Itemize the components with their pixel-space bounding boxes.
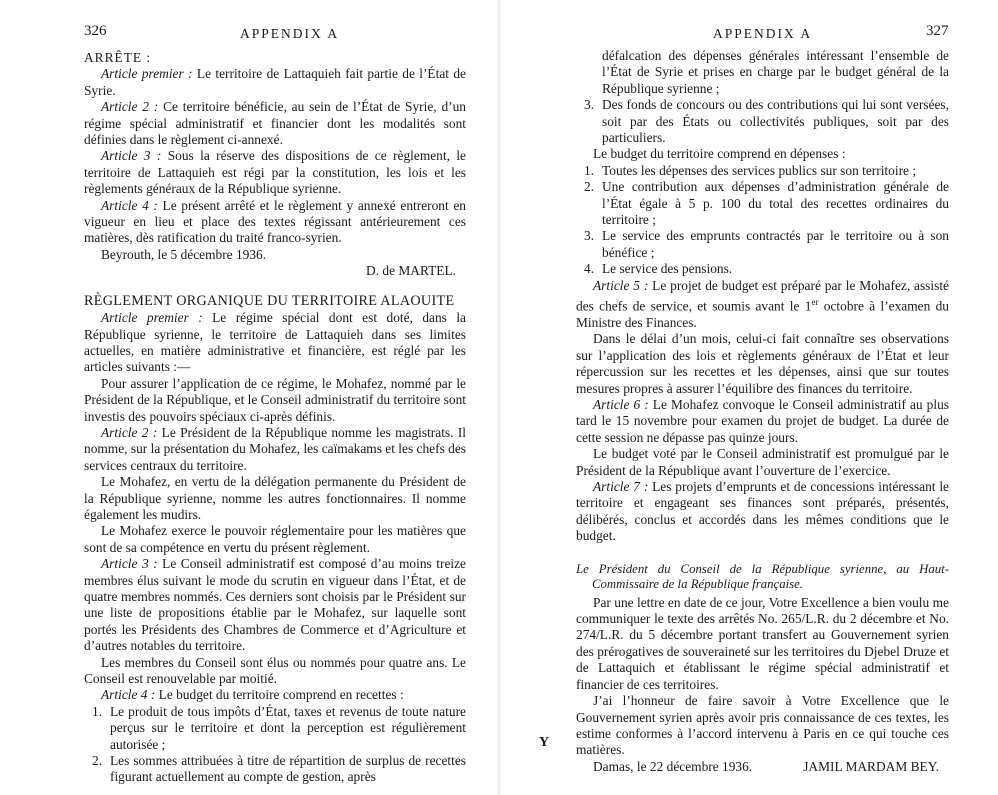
list-number: 1.: [584, 162, 595, 178]
article-text: Les projets d’emprunts et de concessions intéressant le territoire et engageant ses finances sont préparés, présentés, délibérés, conclus et accordés dans les mêmes conditions que le budget.: [576, 479, 949, 544]
list-item: [584, 97, 949, 146]
article-2: [84, 99, 466, 148]
article-label: Article 4 :: [101, 687, 156, 703]
letter-paragraph: J’ai l’honneur de faire savoir à Votre Excellence que le Gouvernement syrien après avoir pris connaissance de ces textes, les estime conformes à l’accord intervenu à Paris en ce qui touche ces matières.: [576, 693, 949, 758]
paragraph: Dans le délai d’un mois, celui-ci fait connaître ses observations sur l’application des lois et règlements généraux de l’État et leur répercussion sur les recettes et les dépenses, ainsi que sur toutes mesures propres à assurer l’équilibre des finances du territoire.: [576, 331, 949, 396]
article-6: [576, 397, 949, 446]
reglement-article-3: [84, 556, 466, 654]
article-5: [576, 278, 949, 332]
article-text: Le régime spécial dont est doté, dans la République syrienne, le territoire de Lattaquieh dans ses limites actuelles, en matière administrative et financière, est réglé par les articles suivants :—: [84, 310, 466, 375]
list-item: [92, 703, 466, 753]
article-label: Article 4 :: [101, 197, 158, 213]
reglement-article-4: [84, 687, 466, 703]
list-number: 4.: [584, 261, 595, 277]
list-item: [584, 162, 949, 179]
list-text: Une contribution aux dépenses d’administration générale de l’État égale à 5 p. 100 du total des recettes ordinaires du territoire ;: [602, 179, 949, 228]
reglement-article-1: [84, 310, 466, 376]
article-text: Le Président de la République nomme les magistrats. Il nomme, sur la présentation du Mohafez, les caïmakams et les chefs des services centraux du territoire.: [84, 424, 467, 473]
article-label: Article 6 :: [593, 397, 649, 412]
running-header-right: APPENDIX A: [713, 26, 813, 41]
letter-signature: JAMIL MARDAM BEY.: [803, 759, 939, 775]
recettes-list: [84, 704, 466, 786]
signature: D. de MARTEL.: [366, 263, 456, 279]
paragraph: Le Mohafez exerce le pouvoir réglementaire pour les matières que sont de sa compétence en vertu du présent règlement.: [84, 523, 466, 555]
article-label: Article 5 :: [593, 277, 649, 293]
depenses-list: [576, 163, 949, 278]
paragraph: Pour assurer l’application de ce régime, le Mohafez, nommé par le Président de la République, et le Conseil administratif du territoire sont investis des pouvoirs spéciaux ci-après définis.: [84, 375, 466, 424]
paragraph: Le Mohafez, en vertu de la délégation permanente du Président de la République syrienne, nomme les autres fonctionnaires. Il nomme également les mudirs.: [84, 474, 466, 522]
list-text: Les sommes attribuées à titre de répartition de surplus de recettes figurant actuellement au compte de gestion, après: [110, 753, 466, 785]
article-label: Article 2 :: [101, 99, 159, 115]
page-number-right: 327: [926, 23, 949, 39]
article-label: Article 3 :: [101, 148, 162, 164]
running-header-left: APPENDIX A: [240, 26, 340, 41]
article-text: octobre à l’examen du Ministre des Finances.: [576, 298, 949, 330]
right-body: [576, 48, 949, 776]
list-text: Des fonds de concours ou des contributions qui lui sont versées, soit par des États ou collectivités publiques, soit par des particuliers.: [602, 97, 949, 146]
list-text: Le service des emprunts contractés par le territoire ou à son bénéfice ;: [602, 228, 949, 260]
article-3: [84, 148, 466, 197]
letter-heading: Le Président du Conseil de la République syrienne, au Haut-Commissaire de la République française.: [576, 561, 949, 592]
list-text: Le service des pensions.: [602, 261, 733, 277]
article-text: Le territoire de Lattaquieh fait partie de l’État de Syrie.: [84, 66, 466, 98]
page-number-left: 326: [84, 23, 107, 39]
paragraph: Les membres du Conseil sont élus ou nommés pour quatre ans. Le Conseil est renouvelable par moitié.: [84, 654, 466, 687]
article-text: Le Mohafez convoque le Conseil administratif au plus tard le 15 novembre pour examen du projet de budget. La durée de cette session ne dépasse pas quinze jours.: [576, 397, 949, 445]
right-page: [499, 0, 998, 795]
list-text: Toutes les dépenses des services publics sur son territoire ;: [602, 162, 917, 178]
article-label: Article 3 :: [101, 556, 158, 572]
depenses-intro: Le budget du territoire comprend en dépenses :: [593, 146, 846, 162]
article-label: Article premier :: [101, 310, 203, 326]
list-item: [584, 179, 949, 228]
list-text: Le produit de tous impôts d’État, taxes et revenus de toute nature perçus sur le territoire et dont la perception est régulièrement autorisée ;: [110, 703, 466, 752]
article-text: Le Conseil administratif est composé d’au moins treize membres élus suivant le mode du scrutin en vigueur dans l’État, et de quatre membres nommés. Ces derniers sont choisis par le Président sur une liste de propositions établie par le Mohafez, sur laquelle sont portés les Présidents des Chambres de Commerce et d’Agriculture et d’autres notables du territoire.: [84, 556, 466, 654]
list-number: 3.: [584, 97, 595, 113]
superscript: er: [811, 297, 819, 308]
reglement-title: RÈGLEMENT ORGANIQUE DU TERRITOIRE ALAOUITE: [84, 292, 455, 309]
list-item: [584, 228, 949, 261]
article-label: Article premier :: [101, 66, 193, 82]
article-text: Le projet de budget est préparé par le Mohafez, assisté des chefs de service, et soumis avant le 1: [576, 277, 949, 314]
article-4: [84, 198, 466, 247]
paragraph: Le budget voté par le Conseil administratif est promulgué par le Président de la République avant l’ouverture de l’exercice.: [576, 446, 949, 478]
place-date: Beyrouth, le 5 décembre 1936.: [101, 246, 267, 262]
reglement-article-2: [84, 425, 466, 474]
list-number: 1.: [92, 703, 103, 719]
article-text: Ce territoire bénéficie, au sein de l’État de Syrie, d’un régime spécial administratif et financier dont les modalités sont définies dans le règlement ci-annexé.: [84, 99, 466, 148]
article-text: Le présent arrêté et le règlement y annexé entreront en vigueur en lieu et place des textes régissant antérieurement ces matières, dès ratification du traité franco-syrien.: [84, 197, 466, 246]
left-body: [84, 50, 466, 786]
article-text: Sous la réserve des dispositions de ce règlement, le territoire de Lattaquieh est régi par la constitution, les lois et les règlements généraux de la République syrienne.: [84, 148, 466, 197]
letter-paragraph: Par une lettre en date de ce jour, Votre Excellence a bien voulu me communiquer le texte des arrêtés No. 265/L.R. du 2 décembre et No. 274/L.R. du 5 décembre portant transfert au Gouvernement syrien des prérogatives de souveraineté sur les territoires du Djebel Druze et de Lattaquich et établissant le régime spécial administratif et financier de ces territoires.: [576, 594, 949, 692]
signature-mark: Y: [539, 735, 550, 750]
article-7: [576, 479, 949, 545]
letter-date: Damas, le 22 décembre 1936.: [593, 758, 753, 774]
list-number: 2.: [584, 179, 595, 195]
list-item: [584, 261, 949, 277]
list-number: 2.: [92, 753, 103, 769]
arrete-heading: ARRÊTE :: [84, 50, 152, 65]
article-text: Le budget du territoire comprend en recettes :: [155, 687, 404, 703]
article-label: Article 2 :: [101, 424, 158, 440]
list-item: [92, 753, 466, 786]
continued-item: défalcation des dépenses générales intéressant l’ensemble de l’État de Syrie et prises en charge par le budget général de la République syrienne ;: [602, 48, 949, 96]
article-label: Article 7 :: [593, 479, 649, 495]
recettes-list-cont: [576, 97, 949, 146]
article-1: [84, 66, 466, 99]
list-number: 3.: [584, 228, 595, 244]
